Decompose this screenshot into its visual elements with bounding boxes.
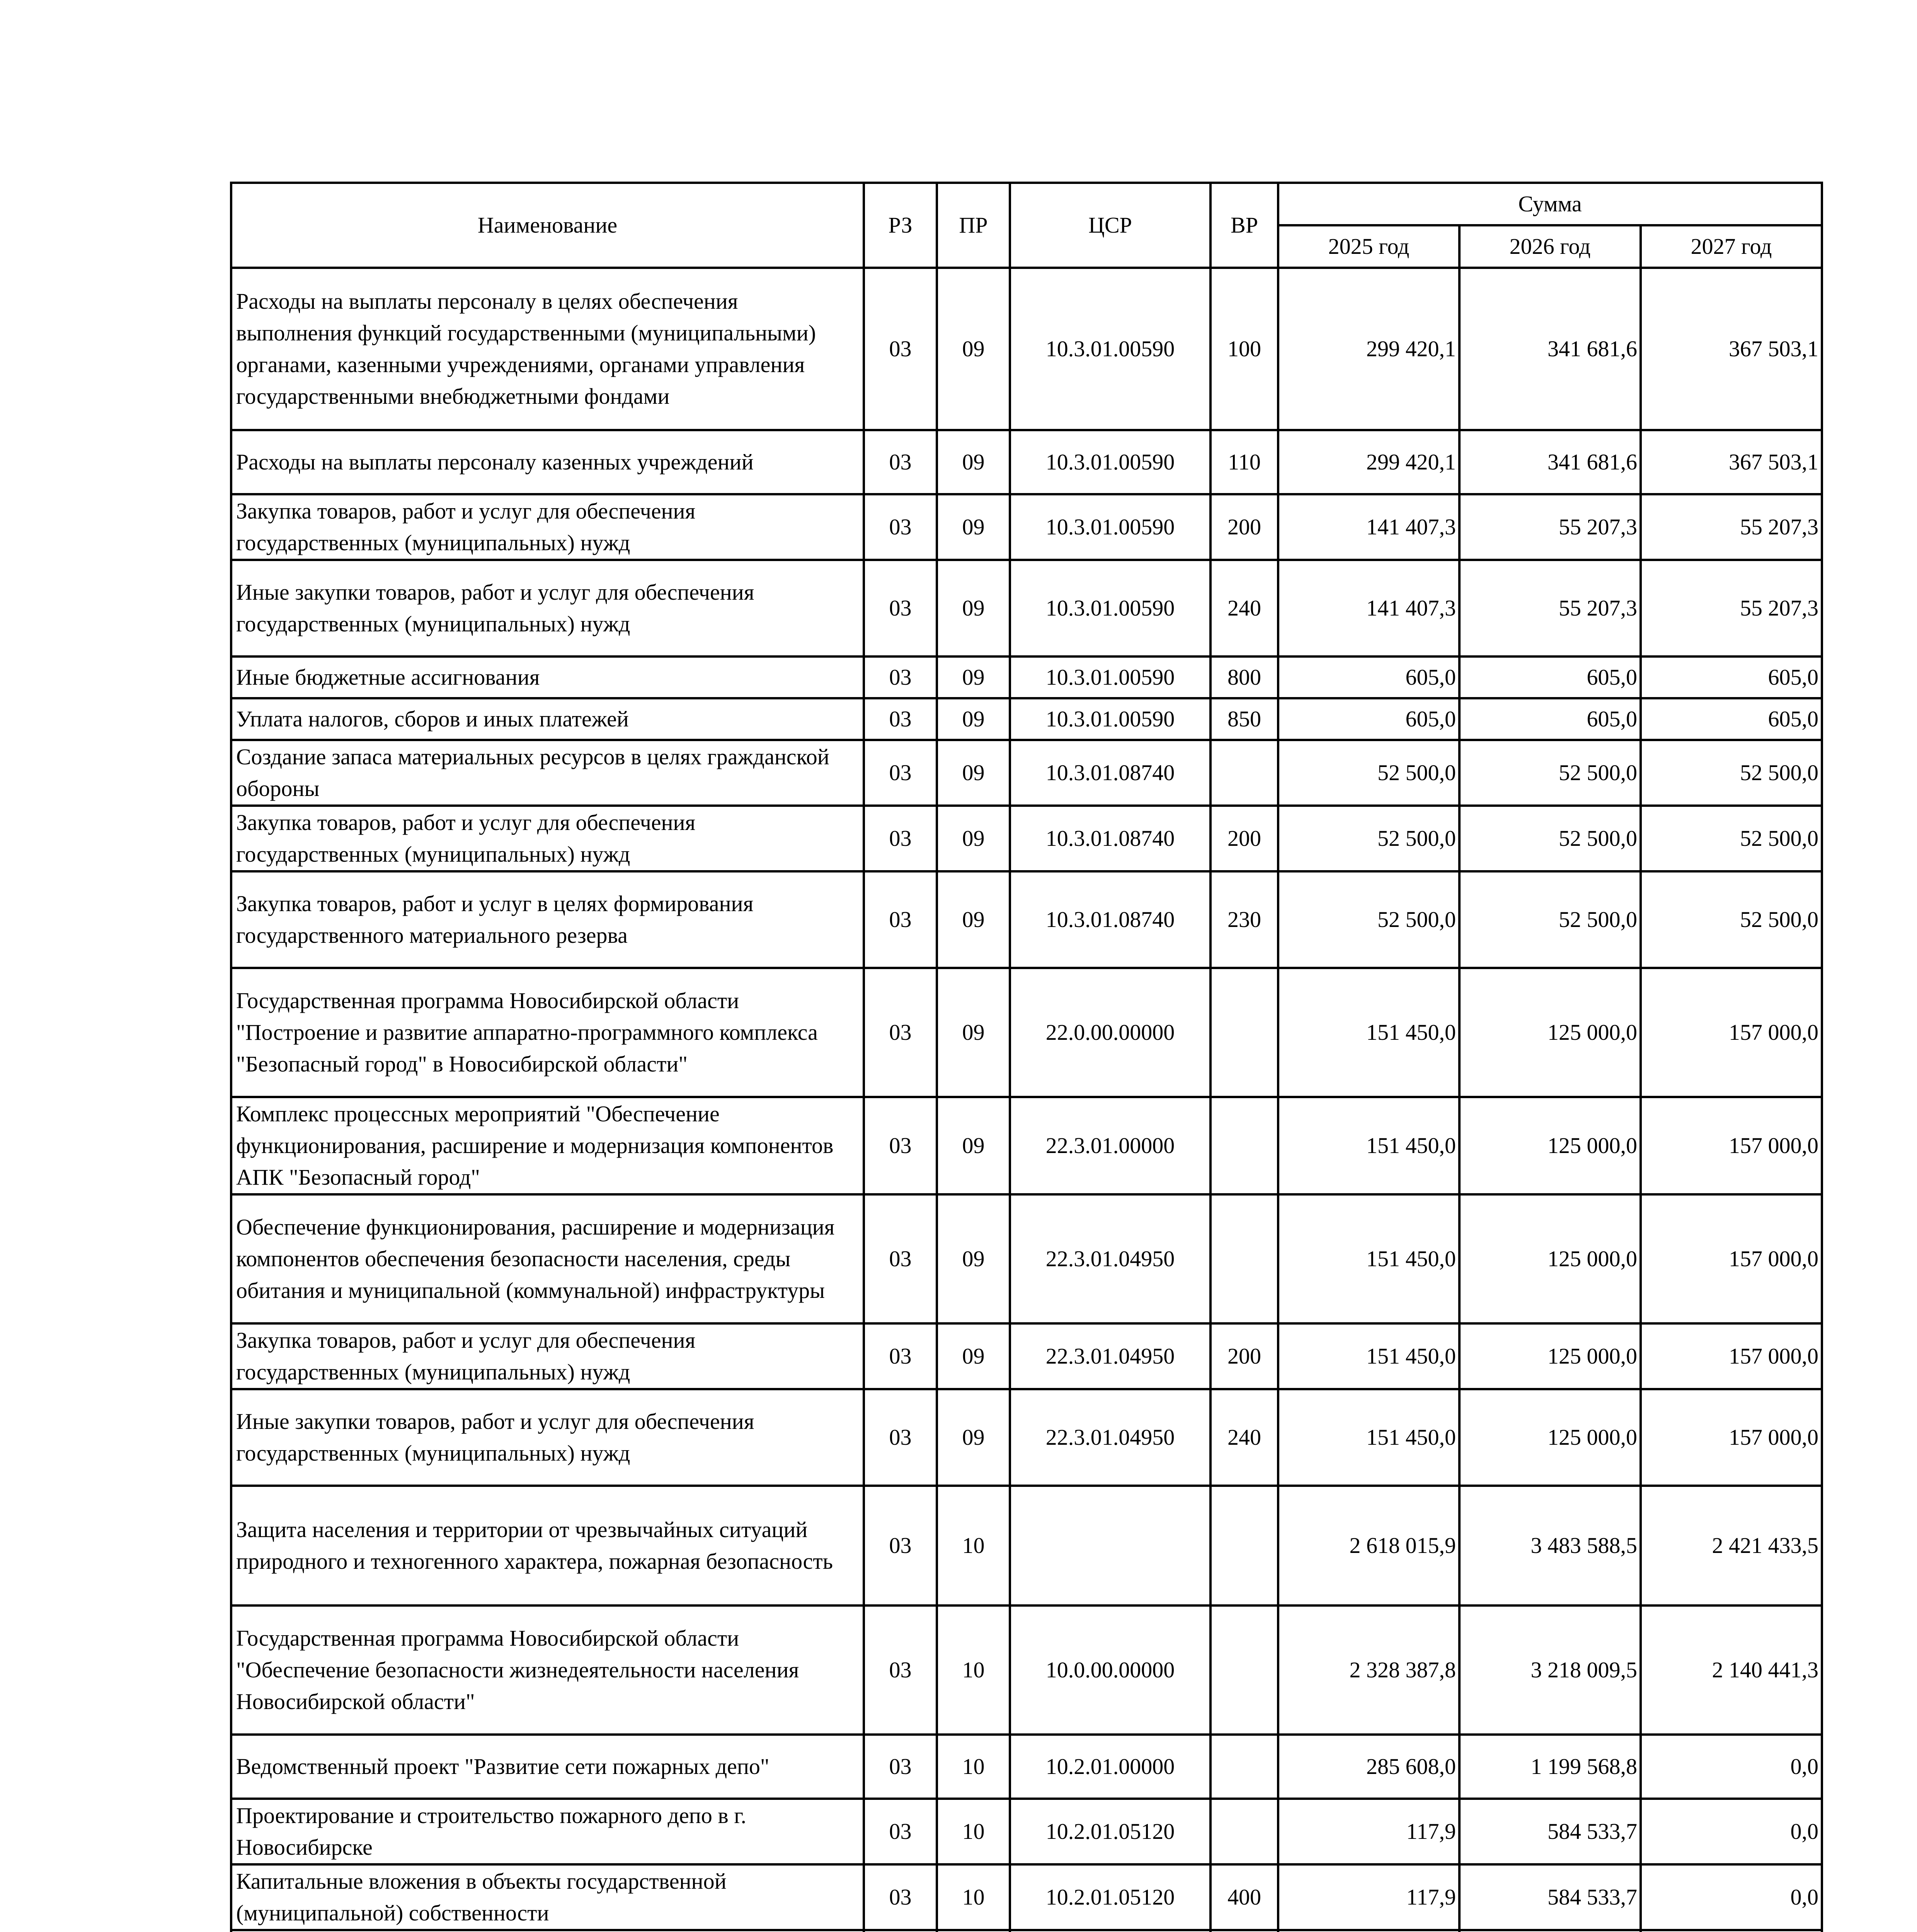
cell-rz: 03 <box>864 968 937 1097</box>
cell-vr <box>1210 1194 1278 1323</box>
cell-2026: 605,0 <box>1459 698 1641 740</box>
cell-pr: 09 <box>937 430 1010 494</box>
cell-csr: 10.3.01.00590 <box>1010 268 1210 430</box>
cell-2025: 141 407,3 <box>1278 560 1459 656</box>
cell-rz: 03 <box>864 698 937 740</box>
budget-table <box>230 182 1823 1932</box>
cell-rz: 03 <box>864 494 937 560</box>
cell-2027: 0,0 <box>1641 1864 1822 1930</box>
table-row <box>231 1799 1822 1864</box>
cell-pr: 09 <box>937 268 1010 430</box>
cell-csr: 10.0.00.00000 <box>1010 1605 1210 1735</box>
cell-2026 <box>1459 1930 1641 1932</box>
cell-2026: 3 483 588,5 <box>1459 1486 1641 1605</box>
cell-2025: 117,9 <box>1278 1864 1459 1930</box>
cell-pr: 09 <box>937 698 1010 740</box>
cell-rz: 03 <box>864 1735 937 1799</box>
cell-2027: 52 500,0 <box>1641 740 1822 806</box>
cell-vr: 100 <box>1210 268 1278 430</box>
cell-2027: 605,0 <box>1641 656 1822 698</box>
cell-2026: 341 681,6 <box>1459 430 1641 494</box>
cell-2026: 125 000,0 <box>1459 1389 1641 1486</box>
cell-csr: 10.3.01.00590 <box>1010 656 1210 698</box>
cell-name: Создание запаса материальных ресурсов в целях гражданской обороны <box>231 740 864 806</box>
cell-2026: 52 500,0 <box>1459 871 1641 968</box>
header-2027: 2027 год <box>1641 225 1822 268</box>
cell-rz: 03 <box>864 268 937 430</box>
cell-pr: 09 <box>937 806 1010 871</box>
cell-csr: 10.3.01.00590 <box>1010 698 1210 740</box>
cell-csr <box>1010 1930 1210 1932</box>
header-pr: ПР <box>937 183 1010 268</box>
cell-2027: 157 000,0 <box>1641 1097 1822 1194</box>
cell-2025: 605,0 <box>1278 698 1459 740</box>
cell-csr: 10.3.01.08740 <box>1010 806 1210 871</box>
cell-name: Расходы на выплаты персоналу в целях обеспечения выполнения функций государственными (муниципальными) органами, казенными учреждениями, органами управления государственными внебюджетными фондами <box>231 268 864 430</box>
cell-rz: 03 <box>864 560 937 656</box>
cell-2027: 0,0 <box>1641 1735 1822 1799</box>
header-rz: РЗ <box>864 183 937 268</box>
cell-rz: 03 <box>864 1389 937 1486</box>
table-row <box>231 1930 1822 1932</box>
cell-2027: 157 000,0 <box>1641 1389 1822 1486</box>
cell-2026: 125 000,0 <box>1459 1323 1641 1389</box>
cell-csr: 10.2.01.05120 <box>1010 1864 1210 1930</box>
cell-csr: 10.3.01.00590 <box>1010 430 1210 494</box>
cell-2026: 52 500,0 <box>1459 806 1641 871</box>
table-row <box>231 1194 1822 1323</box>
table-row <box>231 698 1822 740</box>
cell-rz <box>864 1930 937 1932</box>
cell-vr: 800 <box>1210 656 1278 698</box>
table-row <box>231 1486 1822 1605</box>
cell-name: Комплекс процессных мероприятий "Обеспечение функционирования, расширение и модернизация компонентов АПК "Безопасный город" <box>231 1097 864 1194</box>
cell-pr: 09 <box>937 656 1010 698</box>
table-row <box>231 871 1822 968</box>
table-row <box>231 1864 1822 1930</box>
header-2026: 2026 год <box>1459 225 1641 268</box>
table-header-row <box>231 183 1822 225</box>
cell-2025: 285 608,0 <box>1278 1735 1459 1799</box>
cell-rz: 03 <box>864 1799 937 1864</box>
cell-vr <box>1210 1735 1278 1799</box>
cell-csr: 10.3.01.08740 <box>1010 740 1210 806</box>
cell-2026: 125 000,0 <box>1459 1194 1641 1323</box>
cell-2026: 55 207,3 <box>1459 560 1641 656</box>
cell-name: Закупка товаров, работ и услуг в целях формирования государственного материального резерва <box>231 871 864 968</box>
cell-pr: 09 <box>937 871 1010 968</box>
cell-vr: 230 <box>1210 871 1278 968</box>
cell-vr <box>1210 1097 1278 1194</box>
table-row <box>231 1735 1822 1799</box>
cell-rz: 03 <box>864 806 937 871</box>
cell-2026: 1 199 568,8 <box>1459 1735 1641 1799</box>
cell-2027: 0,0 <box>1641 1799 1822 1864</box>
table-row <box>231 430 1822 494</box>
cell-rz: 03 <box>864 871 937 968</box>
cell-vr: 240 <box>1210 1389 1278 1486</box>
cell-pr: 09 <box>937 560 1010 656</box>
cell-2025: 2 328 387,8 <box>1278 1605 1459 1735</box>
cell-2025: 299 420,1 <box>1278 430 1459 494</box>
cell-vr <box>1210 1930 1278 1932</box>
cell-2027: 157 000,0 <box>1641 1323 1822 1389</box>
cell-2027 <box>1641 1930 1822 1932</box>
cell-2025: 52 500,0 <box>1278 806 1459 871</box>
cell-name: Обеспечение функционирования, расширение и модернизация компонентов обеспечения безопасности населения, среды обитания и муниципальной (коммунальной) инфраструктуры <box>231 1194 864 1323</box>
cell-vr <box>1210 1799 1278 1864</box>
cell-2025: 52 500,0 <box>1278 740 1459 806</box>
cell-csr: 22.3.01.04950 <box>1010 1389 1210 1486</box>
cell-csr: 22.3.01.00000 <box>1010 1097 1210 1194</box>
cell-2025: 117,9 <box>1278 1799 1459 1864</box>
cell-name: Иные закупки товаров, работ и услуг для обеспечения государственных (муниципальных) нужд <box>231 560 864 656</box>
cell-2026: 341 681,6 <box>1459 268 1641 430</box>
cell-rz: 03 <box>864 430 937 494</box>
table-row <box>231 268 1822 430</box>
cell-name: Государственная программа Новосибирской области "Обеспечение безопасности жизнедеятельности населения Новосибирской области" <box>231 1605 864 1735</box>
cell-2027: 367 503,1 <box>1641 268 1822 430</box>
cell-pr: 10 <box>937 1735 1010 1799</box>
cell-2027: 52 500,0 <box>1641 806 1822 871</box>
cell-2027: 157 000,0 <box>1641 968 1822 1097</box>
cell-name: Уплата налогов, сборов и иных платежей <box>231 698 864 740</box>
cell-pr: 10 <box>937 1799 1010 1864</box>
cell-pr: 10 <box>937 1864 1010 1930</box>
cell-vr: 400 <box>1210 1864 1278 1930</box>
cell-rz: 03 <box>864 1486 937 1605</box>
cell-2026: 605,0 <box>1459 656 1641 698</box>
cell-2025: 299 420,1 <box>1278 268 1459 430</box>
cell-vr: 200 <box>1210 1323 1278 1389</box>
cell-vr <box>1210 1486 1278 1605</box>
cell-2026: 3 218 009,5 <box>1459 1605 1641 1735</box>
table-row <box>231 1605 1822 1735</box>
cell-rz: 03 <box>864 1864 937 1930</box>
table-row <box>231 560 1822 656</box>
cell-rz: 03 <box>864 1194 937 1323</box>
cell-vr: 850 <box>1210 698 1278 740</box>
table-row <box>231 968 1822 1097</box>
cell-rz: 03 <box>864 740 937 806</box>
table-row <box>231 740 1822 806</box>
cell-2025: 2 618 015,9 <box>1278 1486 1459 1605</box>
header-name: Наименование <box>231 183 864 268</box>
cell-name: Иные закупки товаров, работ и услуг для обеспечения государственных (муниципальных) нужд <box>231 1389 864 1486</box>
cell-2026: 584 533,7 <box>1459 1864 1641 1930</box>
cell-pr: 09 <box>937 1097 1010 1194</box>
table-row <box>231 1389 1822 1486</box>
cell-csr: 22.3.01.04950 <box>1010 1323 1210 1389</box>
cell-pr: 10 <box>937 1486 1010 1605</box>
cell-2025: 605,0 <box>1278 656 1459 698</box>
header-sum: Сумма <box>1278 183 1822 225</box>
cell-pr: 10 <box>937 1605 1010 1735</box>
table-row <box>231 1097 1822 1194</box>
cell-csr: 22.3.01.04950 <box>1010 1194 1210 1323</box>
cell-2027: 2 421 433,5 <box>1641 1486 1822 1605</box>
cell-2027: 55 207,3 <box>1641 560 1822 656</box>
cell-csr: 10.3.01.08740 <box>1010 871 1210 968</box>
cell-2026: 52 500,0 <box>1459 740 1641 806</box>
cell-2025: 151 450,0 <box>1278 1097 1459 1194</box>
cell-2026: 55 207,3 <box>1459 494 1641 560</box>
cell-csr: 10.2.01.05120 <box>1010 1799 1210 1864</box>
header-2025: 2025 год <box>1278 225 1459 268</box>
cell-pr: 09 <box>937 968 1010 1097</box>
cell-vr: 200 <box>1210 806 1278 871</box>
cell-pr: 09 <box>937 1389 1010 1486</box>
cell-rz: 03 <box>864 1097 937 1194</box>
cell-2025: 151 450,0 <box>1278 1389 1459 1486</box>
cell-2026: 125 000,0 <box>1459 968 1641 1097</box>
cell-name: Закупка товаров, работ и услуг для обеспечения государственных (муниципальных) нужд <box>231 494 864 560</box>
table-body <box>231 268 1822 1932</box>
cell-pr: 09 <box>937 1323 1010 1389</box>
cell-vr <box>1210 1605 1278 1735</box>
cell-name: Иные бюджетные ассигнования <box>231 656 864 698</box>
cell-name: Проектирование и строительство пожарного депо в г. Новосибирске <box>231 1799 864 1864</box>
table-row <box>231 1323 1822 1389</box>
cell-name: Государственная программа Новосибирской области "Построение и развитие аппаратно-программного комплекса "Безопасный город" в Новосибирской области" <box>231 968 864 1097</box>
cell-rz: 03 <box>864 1323 937 1389</box>
cell-2027: 367 503,1 <box>1641 430 1822 494</box>
cell-csr: 22.0.00.00000 <box>1010 968 1210 1097</box>
cell-vr: 240 <box>1210 560 1278 656</box>
cell-2025: 151 450,0 <box>1278 1194 1459 1323</box>
cell-2027: 605,0 <box>1641 698 1822 740</box>
cell-csr: 10.3.01.00590 <box>1010 494 1210 560</box>
cell-pr: 09 <box>937 1194 1010 1323</box>
cell-name: Закупка товаров, работ и услуг для обеспечения государственных (муниципальных) нужд <box>231 1323 864 1389</box>
cell-csr: 10.3.01.00590 <box>1010 560 1210 656</box>
cell-vr: 200 <box>1210 494 1278 560</box>
cell-rz: 03 <box>864 1605 937 1735</box>
table-row <box>231 656 1822 698</box>
cell-vr <box>1210 740 1278 806</box>
cell-rz: 03 <box>864 656 937 698</box>
cell-2026: 584 533,7 <box>1459 1799 1641 1864</box>
cell-name: Ведомственный проект "Развитие сети пожарных депо" <box>231 1735 864 1799</box>
cell-2026: 125 000,0 <box>1459 1097 1641 1194</box>
cell-name: Закупка товаров, работ и услуг для обеспечения государственных (муниципальных) нужд <box>231 806 864 871</box>
header-vr: ВР <box>1210 183 1278 268</box>
cell-2025: 151 450,0 <box>1278 1323 1459 1389</box>
cell-name: Капитальные вложения в объекты государственной (муниципальной) собственности <box>231 1864 864 1930</box>
cell-csr: 10.2.01.00000 <box>1010 1735 1210 1799</box>
cell-2025: 151 450,0 <box>1278 968 1459 1097</box>
cell-2025 <box>1278 1930 1459 1932</box>
cell-vr <box>1210 968 1278 1097</box>
header-csr: ЦСР <box>1010 183 1210 268</box>
cell-2027: 55 207,3 <box>1641 494 1822 560</box>
cell-name: Защита населения и территории от чрезвычайных ситуаций природного и техногенного характера, пожарная безопасность <box>231 1486 864 1605</box>
table-row <box>231 494 1822 560</box>
cell-pr: 09 <box>937 740 1010 806</box>
table-row <box>231 806 1822 871</box>
cell-name: Расходы на выплаты персоналу казенных учреждений <box>231 430 864 494</box>
cell-2025: 141 407,3 <box>1278 494 1459 560</box>
cell-pr: 09 <box>937 494 1010 560</box>
cell-2027: 52 500,0 <box>1641 871 1822 968</box>
cell-vr: 110 <box>1210 430 1278 494</box>
cell-csr <box>1010 1486 1210 1605</box>
cell-2027: 157 000,0 <box>1641 1194 1822 1323</box>
cell-pr <box>937 1930 1010 1932</box>
cell-2027: 2 140 441,3 <box>1641 1605 1822 1735</box>
cell-2025: 52 500,0 <box>1278 871 1459 968</box>
cell-name <box>231 1930 864 1932</box>
